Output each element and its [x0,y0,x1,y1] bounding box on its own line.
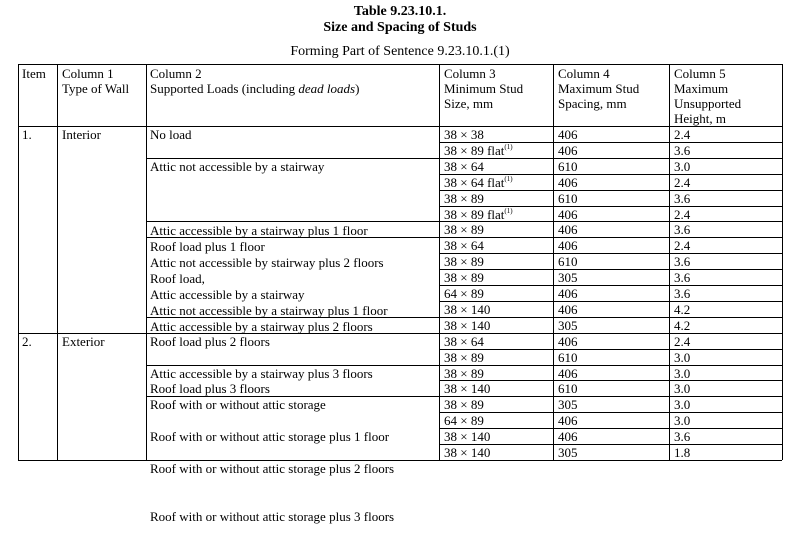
stud-size: 38 × 89 [444,222,484,238]
stud-size: 38 × 140 [444,301,491,317]
wall-type: Interior [62,127,101,142]
unsupported-height: 3.0 [674,158,691,174]
value-row-separator [439,317,782,318]
stud-spacing: 305 [558,397,578,413]
stud-spacing: 406 [558,127,578,142]
stud-size: 38 × 140 [444,429,491,445]
column-border-0 [18,64,19,460]
unsupported-height: 1.8 [674,445,691,460]
value-row-separator [439,237,782,238]
stud-spacing: 406 [558,142,578,158]
item-number: 1. [22,127,32,142]
unsupported-height: 3.6 [674,190,691,206]
stud-size: 38 × 140 [444,317,491,333]
stud-size: 38 × 89 flat$^{(1)}$ [444,206,513,222]
stud-spacing: 305 [558,317,578,333]
unsupported-height: 3.6 [674,429,691,445]
value-row-separator [439,349,782,350]
stud-spacing: 610 [558,254,578,270]
unsupported-height: 3.0 [674,365,691,381]
value-row-separator [439,333,782,334]
column-border-1 [57,64,58,460]
supported-load: Roof with or without attic storage plus 2 floors [150,460,395,476]
column-border-2 [146,64,147,460]
value-row-separator [439,444,782,445]
stud-size: 38 × 89 [444,365,484,381]
supported-load: Attic accessible by a stairway [150,286,305,302]
unsupported-height: 3.6 [674,142,691,158]
value-row-separator [439,269,782,270]
stud-size: 38 × 89 [444,397,484,413]
stud-spacing: 406 [558,206,578,222]
column-border-6 [782,64,783,460]
supported-load: Roof with or without attic storage [150,397,326,413]
stud-spacing: 610 [558,158,578,174]
unsupported-height: 3.0 [674,413,691,429]
value-row-separator [439,380,782,381]
stud-size: 38 × 140 [444,445,491,460]
value-row-separator [439,396,782,397]
value-row-separator [439,301,782,302]
supported-load: Roof load plus 1 floor [150,239,265,255]
value-row-separator [439,428,782,429]
unsupported-height: 3.0 [674,349,691,365]
value-row-separator [439,365,782,366]
flat-note: flat [483,174,505,190]
unsupported-height: 3.0 [674,397,691,413]
stud-spacing: 305 [558,270,578,286]
unsupported-height: 2.4 [674,127,691,142]
unsupported-height: 3.6 [674,270,691,286]
unsupported-height: 3.0 [674,381,691,397]
header-column-4: Column 4 Maximum Stud Spacing, mm [558,66,640,111]
stud-spacing: 406 [558,333,578,349]
supported-load: Roof with or without attic storage plus 3 floors [150,508,395,524]
stud-size: 38 × 89 flat$^{(1)}$ [444,142,513,158]
stud-size: 38 × 89 [444,254,484,270]
stud-spacing: 406 [558,286,578,301]
supported-load: Roof load plus 3 floors [150,381,270,397]
value-row-separator [439,221,782,222]
unsupported-height: 3.6 [674,254,691,270]
unsupported-height: 3.6 [674,222,691,238]
header-column-5: Column 5 Maximum Unsupported Height, m [674,66,742,126]
value-row-separator [439,285,782,286]
unsupported-height: 4.2 [674,301,691,317]
supported-load: Attic not accessible by a stairway [150,158,325,174]
item-number: 2. [22,333,32,349]
supported-load: Roof load plus 2 floors [150,334,270,350]
flat-note: flat [483,206,505,222]
supported-load: Roof with or without attic storage plus 1 floor [150,429,390,445]
supported-load: Attic accessible by a stairway plus 1 floor [150,223,368,239]
stud-size: 38 × 64 flat$^{(1)}$ [444,174,513,190]
stud-spacing: 406 [558,429,578,445]
stud-size: 38 × 89 [444,270,484,286]
unsupported-height: 4.2 [674,317,691,333]
stud-spacing: 610 [558,190,578,206]
stud-size: 38 × 38 [444,127,484,142]
stud-spacing: 610 [558,381,578,397]
header-item: Item [22,66,46,81]
table-top-border [18,64,782,65]
stud-spacing: 406 [558,174,578,190]
stud-spacing: 406 [558,413,578,429]
flat-note: flat [483,142,505,158]
value-row-separator [439,190,782,191]
supported-load: Attic accessible by a stairway plus 2 floors [150,318,373,334]
stud-size: 38 × 64 [444,238,484,254]
stud-size: 64 × 89 [444,413,484,429]
header-column-2: Column 2 Supported Loads (including dead loads) [150,66,360,96]
stud-spacing: 610 [558,349,578,365]
column-border-3 [439,64,440,460]
stud-spacing: 406 [558,301,578,317]
value-row-separator [439,158,782,159]
value-row-separator [439,412,782,413]
column-border-4 [553,64,554,460]
unsupported-height: 2.4 [674,238,691,254]
stud-size: 38 × 89 [444,190,484,206]
footnote-marker: (1) [504,174,513,183]
stud-spacing: 305 [558,445,578,460]
unsupported-height: 2.4 [674,333,691,349]
stud-size: 38 × 140 [444,381,491,397]
footnote-marker: (1) [504,142,513,151]
supported-load: Attic accessible by a stairway plus 3 floors [150,365,373,381]
stud-size: 38 × 64 [444,158,484,174]
stud-size: 38 × 89 [444,349,484,365]
unsupported-height: 2.4 [674,174,691,190]
stud-size: 38 × 64 [444,333,484,349]
unsupported-height: 2.4 [674,206,691,222]
header-bottom-border [18,126,782,127]
supported-load: Attic not accessible by stairway plus 2 floors [150,254,384,270]
stud-spacing: 406 [558,222,578,238]
value-row-separator [439,253,782,254]
stud-spacing: 406 [558,365,578,381]
unsupported-height: 3.6 [674,286,691,301]
footnote-marker: (1) [504,206,513,215]
stud-spacing: 406 [558,238,578,254]
column-border-5 [669,64,670,460]
header-column-3: Column 3 Minimum Stud Size, mm [444,66,524,111]
supported-load: Roof load, [150,270,205,286]
supported-load: No load [150,127,192,142]
table-number: Table 9.23.10.1. [353,4,447,19]
wall-type: Exterior [62,333,105,349]
table-title: Size and Spacing of Studs [323,20,477,35]
header-column-1: Column 1 Type of Wall [62,66,130,96]
forming-part-caption: Forming Part of Sentence 9.23.10.1.(1) [290,44,510,59]
table-bottom-border [18,460,782,461]
stud-size: 64 × 89 [444,286,484,301]
supported-load: Attic not accessible by a stairway plus 1 floor [150,302,388,318]
